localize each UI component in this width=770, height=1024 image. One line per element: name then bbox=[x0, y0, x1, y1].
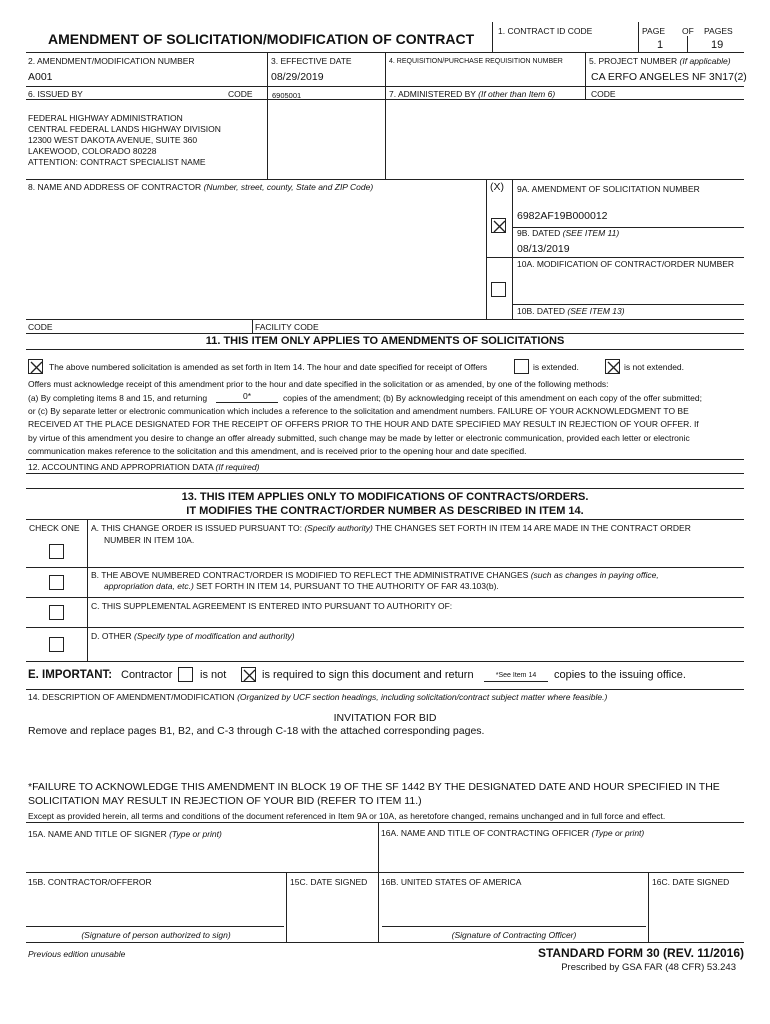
item8-label bbox=[28, 182, 373, 193]
copies-label: copies to the issuing office. bbox=[554, 669, 686, 681]
item11-line4: or (c) By separate letter or electronic communication which includes a reference to the solicitation and amendment numbers. FAILURE OF YOUR ACKNOWLEDGMENT TO BE bbox=[28, 406, 689, 416]
item11-line1: The above numbered solicitation is amended as set forth in Item 14. The hour and date specified for receipt of Offers bbox=[49, 362, 488, 372]
item16a-label-note: (Type or print) bbox=[591, 828, 645, 838]
check-one-label: CHECK ONE bbox=[29, 523, 80, 533]
item15b-label: 15B. CONTRACTOR/OFFEROR bbox=[28, 877, 152, 887]
extended-label: is extended. bbox=[533, 362, 579, 372]
item11-amended-checkbox[interactable] bbox=[28, 359, 43, 374]
item3-label: 3. EFFECTIVE DATE bbox=[271, 56, 352, 66]
item7-label-text: 7. ADMINISTERED BY bbox=[389, 89, 476, 99]
page-label: PAGE bbox=[642, 26, 665, 36]
item10b-label bbox=[517, 306, 625, 317]
address-line: LAKEWOOD, COLORADO 80228 bbox=[28, 146, 157, 156]
item15a-label bbox=[28, 829, 222, 840]
not-extended-checkbox[interactable] bbox=[605, 359, 620, 374]
contractor-signature-caption: (Signature of person authorized to sign) bbox=[81, 930, 231, 940]
item11-line2: Offers must acknowledge receipt of this amendment prior to the hour and date specified in the solicitation or as amended, by one of the following methods: bbox=[28, 379, 609, 389]
total-pages: 19 bbox=[711, 39, 724, 51]
item12-label bbox=[28, 462, 259, 473]
prescribed-by: Prescribed by GSA FAR (48 CFR) 53.243 bbox=[561, 962, 736, 973]
address-line: FEDERAL HIGHWAY ADMINISTRATION bbox=[28, 113, 183, 123]
item13a-text-3: NUMBER IN ITEM 10A. bbox=[104, 535, 195, 545]
item7-code-label: CODE bbox=[591, 89, 616, 99]
item16b-label: 16B. UNITED STATES OF AMERICA bbox=[381, 877, 522, 887]
item13b-text-1: B. THE ABOVE NUMBERED CONTRACT/ORDER IS MODIFIED TO REFLECT THE ADMINISTRATIVE CHANGES bbox=[91, 570, 529, 580]
item5-label bbox=[589, 56, 731, 67]
item11-line5: RECEIVED AT THE PLACE DESIGNATED FOR THE RECEIPT OF OFFERS PRIOR TO THE HOUR AND DATE SPECIFIED MAY RESULT IN REJECTION OF YOUR OFFER. If bbox=[28, 419, 699, 429]
item13a-text-1: A. THIS CHANGE ORDER IS ISSUED PURSUANT TO: bbox=[91, 523, 302, 533]
x-marker: (X) bbox=[490, 181, 504, 193]
item10b-label-note: (SEE ITEM 13) bbox=[567, 306, 625, 316]
item13-heading2: IT MODIFIES THE CONTRACT/ORDER NUMBER AS DESCRIBED IN ITEM 14. bbox=[186, 505, 584, 517]
important-contractor: Contractor bbox=[121, 669, 173, 681]
item7-label bbox=[389, 89, 555, 100]
item13a-note: (Specify authority) bbox=[304, 523, 373, 533]
item16c-label: 16C. DATE SIGNED bbox=[652, 877, 730, 887]
item13b-line2 bbox=[104, 581, 499, 592]
item9b-label-text: 9B. DATED bbox=[517, 228, 561, 238]
item7-label-note: (If other than Item 6) bbox=[478, 89, 556, 99]
item16a-label bbox=[381, 828, 644, 839]
amendment-number: A001 bbox=[28, 71, 53, 83]
address-line: 12300 WEST DAKOTA AVENUE, SUITE 360 bbox=[28, 135, 198, 145]
item12-label-note: (If required) bbox=[215, 462, 260, 472]
page-number: 1 bbox=[657, 39, 664, 51]
item10b-label-text: 10B. DATED bbox=[517, 306, 566, 316]
failure-text-2: SOLICITATION MAY RESULT IN REJECTION OF YOUR BID (REFER TO ITEM 11.) bbox=[28, 795, 422, 807]
item6-code-value: 6905001 bbox=[272, 91, 302, 100]
item6-code-label: CODE bbox=[228, 89, 253, 99]
item13c-checkbox[interactable] bbox=[49, 605, 64, 620]
item15a-label-text: 15A. NAME AND TITLE OF SIGNER bbox=[28, 829, 167, 839]
item9b-label bbox=[517, 228, 619, 239]
item14-label-text: 14. DESCRIPTION OF AMENDMENT/MODIFICATION bbox=[28, 692, 235, 702]
except-text: Except as provided herein, all terms and conditions of the document referenced in Item 9A or 10A, as heretofore changed, remains unchanged and in full force and effect. bbox=[28, 811, 666, 821]
item13b-text-2: SET FORTH IN ITEM 14, PURSUANT TO THE AUTHORITY OF FAR 43.103(b). bbox=[196, 581, 499, 591]
item4-label: 4. REQUISITION/PURCHASE REQUISITION NUMBER bbox=[389, 58, 563, 65]
copies-returned-field[interactable]: 0* bbox=[216, 391, 278, 403]
previous-edition: Previous edition unusable bbox=[28, 949, 126, 959]
item8-label-note: (Number, street, county, State and ZIP Code) bbox=[203, 182, 374, 192]
code-label: CODE bbox=[28, 322, 53, 332]
pages-label: PAGES bbox=[704, 26, 733, 36]
issued-by-address bbox=[28, 113, 221, 168]
of-label: OF bbox=[682, 26, 694, 36]
item16a-label-text: 16A. NAME AND TITLE OF CONTRACTING OFFICER bbox=[381, 828, 590, 838]
item13a-checkbox[interactable] bbox=[49, 544, 64, 559]
checkmark-x-icon bbox=[606, 360, 621, 375]
item13b-note2: appropriation data, etc.) bbox=[104, 581, 194, 591]
extended-checkbox[interactable] bbox=[514, 359, 529, 374]
item10a-checkbox[interactable] bbox=[491, 282, 506, 297]
item13b-note1: (such as changes in paying office, bbox=[530, 570, 659, 580]
item11-line3a: (a) By completing items 8 and 15, and returning bbox=[28, 393, 208, 403]
address-line: ATTENTION: CONTRACT SPECIALIST NAME bbox=[28, 157, 206, 167]
officer-signature-caption: (Signature of Contracting Officer) bbox=[451, 930, 577, 940]
item11-line7: communication makes reference to the solicitation and this amendment, and is received prior to the opening hour and date specified. bbox=[28, 446, 527, 456]
address-line: CENTRAL FEDERAL LANDS HIGHWAY DIVISION bbox=[28, 124, 221, 134]
form-title: AMENDMENT OF SOLICITATION/MODIFICATION OF CONTRACT bbox=[48, 31, 475, 47]
item15a-label-note: (Type or print) bbox=[169, 829, 222, 839]
item11-line6: by virtue of this amendment you desire to change an offer already submitted, such change may be made by letter or electronic communication, provided each letter or electronic bbox=[28, 433, 690, 443]
item13d-text bbox=[91, 631, 295, 642]
is-required-label: is required to sign this document and return bbox=[262, 669, 474, 681]
facility-code-label: FACILITY CODE bbox=[255, 322, 319, 332]
item15c-label: 15C. DATE SIGNED bbox=[290, 877, 368, 887]
is-required-checkbox[interactable] bbox=[241, 667, 256, 682]
item11-line3b: copies of the amendment; (b) By acknowledging receipt of this amendment on each copy of the offer submitted; bbox=[283, 393, 702, 403]
item13a-text-2: THE CHANGES SET FORTH IN ITEM 14 ARE MADE IN THE CONTRACT ORDER bbox=[375, 523, 691, 533]
checkmark-x-icon bbox=[29, 360, 44, 375]
item13c-text: C. THIS SUPPLEMENTAL AGREEMENT IS ENTERED INTO PURSUANT TO AUTHORITY OF: bbox=[91, 601, 453, 611]
item1-label: 1. CONTRACT ID CODE bbox=[498, 26, 593, 36]
item14-label-note: (Organized by UCF section headings, including solicitation/contract subject matter where feasible.) bbox=[237, 692, 608, 702]
item13d-checkbox[interactable] bbox=[49, 637, 64, 652]
item5-label-note: (If applicable) bbox=[679, 56, 731, 66]
item12-label-text: 12. ACCOUNTING AND APPROPRIATION DATA bbox=[28, 462, 214, 472]
solicitation-date: 08/13/2019 bbox=[517, 243, 570, 255]
item14-label bbox=[28, 692, 607, 703]
checkmark-x-icon bbox=[242, 668, 257, 683]
failure-text-1: *FAILURE TO ACKNOWLEDGE THIS AMENDMENT IN BLOCK 19 OF THE SF 1442 BY THE DESIGNATED DATE AND HOUR SPECIFIED IN THE bbox=[28, 781, 720, 793]
item13b-text bbox=[91, 570, 741, 581]
item6-label: 6. ISSUED BY bbox=[28, 89, 83, 99]
item9a-checkbox[interactable] bbox=[491, 218, 506, 233]
item8-label-text: 8. NAME AND ADDRESS OF CONTRACTOR bbox=[28, 182, 202, 192]
item5-label-text: 5. PROJECT NUMBER bbox=[589, 56, 678, 66]
item10a-label: 10A. MODIFICATION OF CONTRACT/ORDER NUMBER bbox=[517, 259, 735, 269]
remove-replace-text: Remove and replace pages B1, B2, and C-3 through C-18 with the attached corresponding pages. bbox=[28, 725, 485, 737]
not-extended-label: is not extended. bbox=[624, 362, 685, 372]
is-not-checkbox[interactable] bbox=[178, 667, 193, 682]
item13-heading1: 13. THIS ITEM APPLIES ONLY TO MODIFICATIONS OF CONTRACTS/ORDERS. bbox=[181, 491, 589, 503]
standard-form-number: STANDARD FORM 30 (REV. 11/2016) bbox=[537, 946, 744, 960]
copies-field[interactable]: *See Item 14 bbox=[484, 671, 548, 682]
item11-heading: 11. THIS ITEM ONLY APPLIES TO AMENDMENTS OF SOLICITATIONS bbox=[205, 335, 565, 347]
item13d-note: (Specify type of modification and authority) bbox=[134, 631, 295, 641]
effective-date: 08/29/2019 bbox=[271, 71, 324, 83]
invitation-for-bid: INVITATION FOR BID bbox=[333, 712, 437, 724]
checkmark-x-icon bbox=[492, 219, 507, 234]
item9b-label-note: (SEE ITEM 11) bbox=[562, 228, 620, 238]
project-number: CA ERFO ANGELES NF 3N17(2) bbox=[591, 71, 747, 83]
item13d-text-1: D. OTHER bbox=[91, 631, 132, 641]
item13a-text bbox=[91, 523, 741, 534]
item13b-checkbox[interactable] bbox=[49, 575, 64, 590]
item9a-label: 9A. AMENDMENT OF SOLICITATION NUMBER bbox=[517, 184, 700, 194]
important-label: E. IMPORTANT: bbox=[28, 669, 113, 681]
solicitation-number: 6982AF19B000012 bbox=[517, 210, 608, 222]
item2-label: 2. AMENDMENT/MODIFICATION NUMBER bbox=[28, 56, 195, 66]
is-not-label: is not bbox=[200, 669, 227, 681]
